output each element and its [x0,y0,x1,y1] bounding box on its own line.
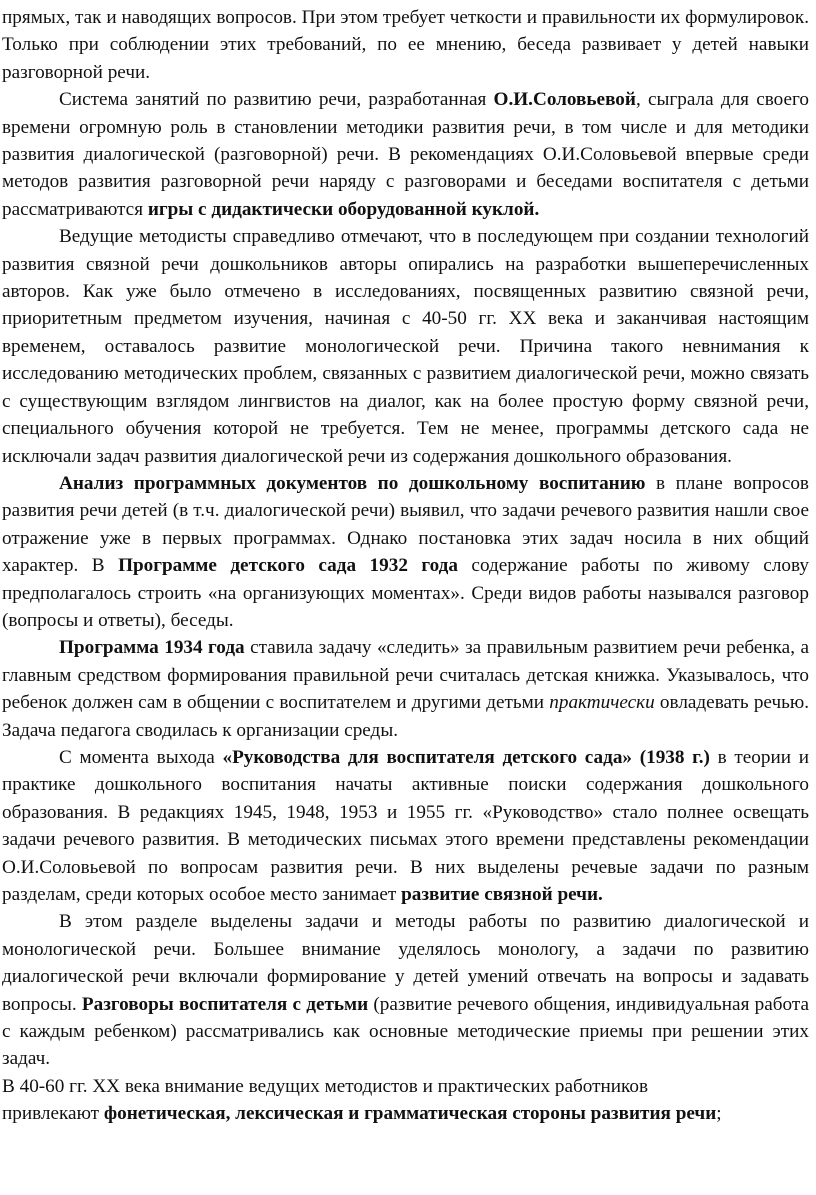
bold-text: игры с дидактически оборудованной куклой. [147,198,540,220]
bold-text: «Руководства для воспитателя детского сада» (1938 г.) [222,746,710,768]
text-run: , сыграла для своего времени огромную роль в становлении методики развития речи, в том числе и для методики развития диалогической (разговорной) речи. В рекомендациях О.И.Соловьевой впервые среди методов развития разговорной речи наряду с разговорами и беседами воспитателя с детьми рассматриваются [2,89,809,220]
text-run: в теории и практике дошкольного воспитания начаты активные поиски содержания дошкольного образования. В редакциях 1945, 1948, 1953 и 1955 гг. «Руководство» стало полнее освещать задачи речевого развития. В методических письмах этого времени представлены рекомендации О.И.Соловьевой по вопросам развития речи. В них выделены речевые задачи по разным разделам, среди которых особое место занимает [2,746,809,905]
bold-text: Программе детского сада 1932 года [118,555,458,577]
paragraph-continuation [2,4,809,86]
paragraph-program-1934 [2,634,809,744]
text-run: В этом разделе выделены задачи и методы работы по развитию диалогической и монологической речи. Большее внимание уделялось монологу, а задачи по развитию диалогической речи включали формирование у детей умений отвечать на вопросы и задавать вопросы. [2,911,809,1015]
paragraph-methodists [2,223,809,470]
paragraph-program-analysis [2,470,809,634]
text-run: содержание работы по живому слову предполагалось строить «на организующих моментах». Среди видов работы назывался разговор (вопросы и ответы), беседы. [2,555,809,631]
text-run: Система занятий по развитию речи, разработанная [59,89,494,111]
paragraph-soloveva-system [2,86,809,223]
paragraph-40-60-years [2,1073,809,1128]
bold-text: О.И.Соловьевой [493,89,636,111]
bold-text: Программа 1934 года [59,637,245,659]
paragraph-guide-1938 [2,744,809,908]
paragraph-section-tasks [2,908,809,1072]
text-run: ставила задачу «следить» за правильным развитием речи ребенка, а главным средством формирования правильной речи считалась детская книжка. Указывалось, что ребенок должен сам в общении с воспитателем и другими детьми [2,637,809,714]
italic-text: практически [549,692,655,714]
bold-text: Анализ программных документов по дошкольному воспитанию [59,472,646,494]
bold-text: фонетическая, лексическая и грамматическая стороны развития речи [103,1103,717,1125]
text-run: (развитие речевого общения, индивидуальная работа с каждым ребенком) рассматривались как основные методические приемы при решении этих задач. [2,993,809,1070]
text-run: ; [716,1103,722,1125]
bold-text: Разговоры воспитателя с детьми [81,993,369,1015]
text-run: В 40-60 гг. XX века внимание ведущих методистов и практических работников [2,1075,649,1097]
text-run: С момента выхода [59,746,223,768]
text-run: овладевать речью. Задача педагога сводилась к организации среды. [2,692,810,741]
text-run: Ведущие методисты справедливо отмечают, что в последующем при создании технологий развития связной речи дошкольников авторы опирались на разработки вышеперечисленных авторов. Как уже было отмечено в исследованиях, посвященных развитию связной речи, приоритетным предметом изучения, начиная с 40-50 гг. XX века и заканчивая настоящим временем, оставалось развитие монологической речи. Причина такого невнимания к исследованию методических проблем, связанных с развитием диалогической речи, можно связать с существующим взглядом лингвистов на диалог, как на более простую форму связной речи, специального обучения которой не требуется. Тем не менее, программы детского сада не исключали задач развития диалогической речи из содержания дошкольного образования. [2,226,809,467]
text-run: в плане вопросов развития речи детей (в т.ч. диалогической речи) выявил, что задачи речевого развития нашли свое отражение уже в первых программах. Однако постановка этих задач носила в них общий характер. В [2,472,809,577]
text-run: прямых, так и наводящих вопросов. При этом требует четкости и правильности их формулировок. Только при соблюдении этих требований, по ее мнению, беседа развивает у детей навыки разговорной речи. [2,7,809,83]
bold-text: развитие связной речи. [401,884,603,905]
text-run: привлекают [2,1103,104,1125]
